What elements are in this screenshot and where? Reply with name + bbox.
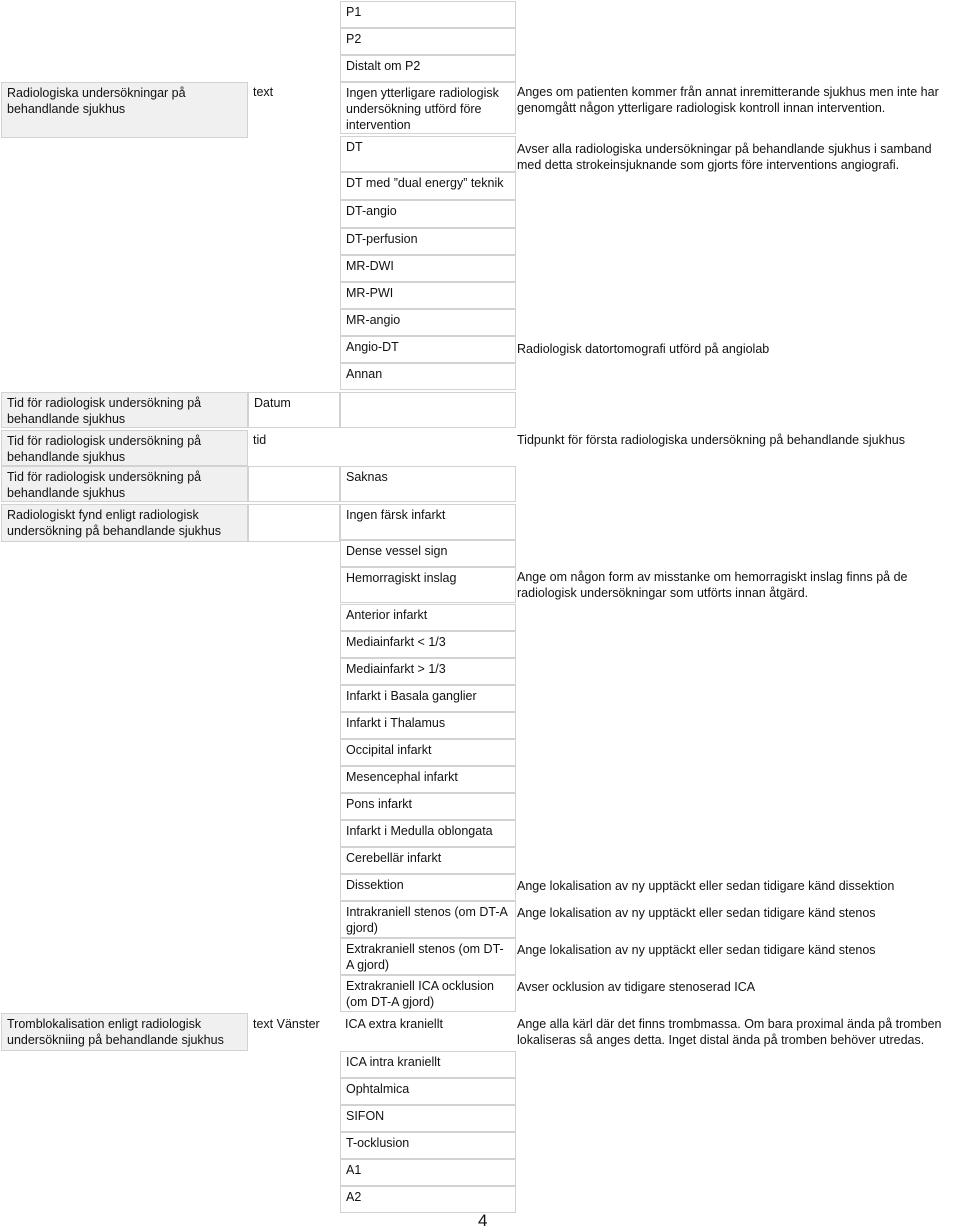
option-distal-p2 bbox=[340, 55, 516, 82]
option-label: Mediainfarkt < 1/3 bbox=[346, 635, 446, 649]
type-radiological-exams: text bbox=[253, 85, 274, 99]
option-mr-pwi bbox=[340, 282, 516, 309]
type-thrombus-location: text Vänster bbox=[253, 1017, 320, 1031]
option-label: Infarkt i Medulla oblongata bbox=[346, 824, 493, 838]
option-ica-extra: ICA extra kraniellt bbox=[345, 1017, 443, 1031]
option-dissection bbox=[340, 874, 516, 901]
option-media-gt bbox=[340, 658, 516, 685]
option-label: MR-angio bbox=[346, 313, 401, 327]
desc-extracranial-stenosis: Ange lokalisation av ny upptäckt eller sedan tidigare känd stenos bbox=[517, 943, 876, 957]
desc-intracranial-stenosis: Ange lokalisation av ny upptäckt eller sedan tidigare känd stenos bbox=[517, 906, 876, 920]
type-exam-time-missing bbox=[248, 466, 340, 502]
option-empty-date bbox=[340, 392, 516, 428]
field-label: Tid för radiologisk undersökning på behandlande sjukhus bbox=[7, 434, 202, 464]
type-radiological-finding bbox=[248, 504, 340, 542]
field-label: Radiologiska undersökningar på behandlande sjukhus bbox=[7, 86, 186, 116]
label-radiological-finding bbox=[1, 504, 248, 542]
option-dt-perfusion bbox=[340, 228, 516, 255]
option-angio-dt bbox=[340, 336, 516, 363]
option-label: ICA intra kraniellt bbox=[346, 1055, 441, 1069]
option-label: Cerebellär infarkt bbox=[346, 851, 442, 865]
option-label: Occipital infarkt bbox=[346, 743, 432, 757]
option-label: Ingen ytterligare radiologisk undersökning utförd före intervention bbox=[346, 86, 499, 132]
option-sifon bbox=[340, 1105, 516, 1132]
option-label: Anterior infarkt bbox=[346, 608, 428, 622]
option-label: P1 bbox=[346, 5, 362, 19]
field-label: Tid för radiologisk undersökning på behandlande sjukhus bbox=[7, 470, 202, 500]
option-label: Mesencephal infarkt bbox=[346, 770, 458, 784]
option-anterior-infarct bbox=[340, 604, 516, 631]
option-label: Pons infarkt bbox=[346, 797, 413, 811]
option-dt bbox=[340, 136, 516, 172]
type-exam-date bbox=[248, 392, 340, 428]
option-label: Ophtalmica bbox=[346, 1082, 410, 1096]
option-label: T-ocklusion bbox=[346, 1136, 410, 1150]
option-label: Dense vessel sign bbox=[346, 544, 448, 558]
desc-exam-time: Tidpunkt för första radiologiska undersökning på behandlande sjukhus bbox=[517, 433, 905, 447]
option-label: Annan bbox=[346, 367, 383, 381]
desc-extracranial-ica: Avser ocklusion av tidigare stenoserad ICA bbox=[517, 980, 756, 994]
option-basal-ganglia bbox=[340, 685, 516, 712]
option-dt-angio bbox=[340, 200, 516, 228]
option-t-occlusion bbox=[340, 1132, 516, 1159]
option-label: Distalt om P2 bbox=[346, 59, 421, 73]
option-label: DT-angio bbox=[346, 204, 397, 218]
option-saknas bbox=[340, 466, 516, 502]
option-medulla bbox=[340, 820, 516, 847]
option-ophthalmica bbox=[340, 1078, 516, 1105]
option-a1 bbox=[340, 1159, 516, 1186]
field-label: Tid för radiologisk undersökning på behandlande sjukhus bbox=[7, 396, 202, 426]
option-a2 bbox=[340, 1186, 516, 1213]
page-number: 4 bbox=[478, 1211, 488, 1230]
option-label: Extrakraniell ICA ocklusion (om DT-A gjord) bbox=[346, 979, 494, 1009]
option-label: P2 bbox=[346, 32, 362, 46]
option-label: DT bbox=[346, 140, 363, 154]
option-label: MR-DWI bbox=[346, 259, 394, 273]
option-cerebellar bbox=[340, 847, 516, 874]
label-exam-time-missing bbox=[1, 466, 248, 502]
option-label: Extrakraniell stenos (om DT-A gjord) bbox=[346, 942, 504, 972]
option-label: Dissektion bbox=[346, 878, 404, 892]
label-exam-time bbox=[1, 430, 248, 466]
desc-angio-dt: Radiologisk datortomografi utförd på angiolab bbox=[517, 342, 770, 356]
desc-no-further-exam: Anges om patienten kommer från annat inremitterande sjukhus men inte har genomgått någon ytterligare radiologisk kontroll innan intervention. bbox=[517, 85, 939, 115]
option-label: DT-perfusion bbox=[346, 232, 418, 246]
option-media-lt bbox=[340, 631, 516, 658]
option-extracranial-stenosis bbox=[340, 938, 516, 975]
option-label: DT med ”dual energy” teknik bbox=[346, 176, 504, 190]
label-radiological-exams bbox=[1, 82, 248, 138]
type-exam-time: tid bbox=[253, 433, 267, 447]
option-pons bbox=[340, 793, 516, 820]
option-mesencephal bbox=[340, 766, 516, 793]
type-label: Datum bbox=[254, 396, 291, 410]
option-label: SIFON bbox=[346, 1109, 385, 1123]
field-label: Tromblokalisation enligt radiologisk undersökniing på behandlande sjukhus bbox=[7, 1017, 224, 1047]
option-occipital bbox=[340, 739, 516, 766]
option-label: Hemorragiskt inslag bbox=[346, 571, 457, 585]
option-label: A2 bbox=[346, 1190, 362, 1204]
option-thalamus bbox=[340, 712, 516, 739]
option-label: Intrakraniell stenos (om DT-A gjord) bbox=[346, 905, 508, 935]
desc-thrombus-location: Ange alla kärl där det finns trombmassa. Om bara proximal ända på tromben lokaliseras så anges detta. Inget distal ända på tromben behöver utredas. bbox=[517, 1017, 942, 1047]
option-label: A1 bbox=[346, 1163, 362, 1177]
desc-dt: Avser alla radiologiska undersökningar på behandlande sjukhus i samband med detta strokeinsjuknande som gjorts före interventions angiografi. bbox=[517, 142, 932, 172]
option-label: MR-PWI bbox=[346, 286, 394, 300]
option-label: Angio-DT bbox=[346, 340, 399, 354]
option-label: Infarkt i Basala ganglier bbox=[346, 689, 477, 703]
option-extracranial-ica bbox=[340, 975, 516, 1012]
option-no-fresh-infarct bbox=[340, 504, 516, 540]
option-ica-intra bbox=[340, 1051, 516, 1078]
option-label: Mediainfarkt > 1/3 bbox=[346, 662, 446, 676]
option-annan bbox=[340, 363, 516, 390]
option-dense-vessel bbox=[340, 540, 516, 567]
label-exam-date bbox=[1, 392, 248, 428]
option-no-further-exam bbox=[340, 82, 516, 134]
option-dt-dual-energy bbox=[340, 172, 516, 200]
option-hemorrhagic bbox=[340, 567, 516, 603]
desc-dissection: Ange lokalisation av ny upptäckt eller sedan tidigare känd dissektion bbox=[517, 879, 895, 893]
option-mr-dwi bbox=[340, 255, 516, 282]
option-label: Saknas bbox=[346, 470, 388, 484]
option-label: Ingen färsk infarkt bbox=[346, 508, 446, 522]
option-p1 bbox=[340, 1, 516, 28]
option-p2 bbox=[340, 28, 516, 55]
desc-hemorrhagic: Ange om någon form av misstanke om hemorragiskt inslag finns på de radiologisk undersökningar som utförts innan åtgärd. bbox=[517, 570, 908, 600]
label-thrombus-location bbox=[1, 1013, 248, 1051]
field-label: Radiologiskt fynd enligt radiologisk undersökning på behandlande sjukhus bbox=[7, 508, 222, 538]
option-intracranial-stenosis bbox=[340, 901, 516, 938]
option-mr-angio bbox=[340, 309, 516, 336]
option-label: Infarkt i Thalamus bbox=[346, 716, 446, 730]
